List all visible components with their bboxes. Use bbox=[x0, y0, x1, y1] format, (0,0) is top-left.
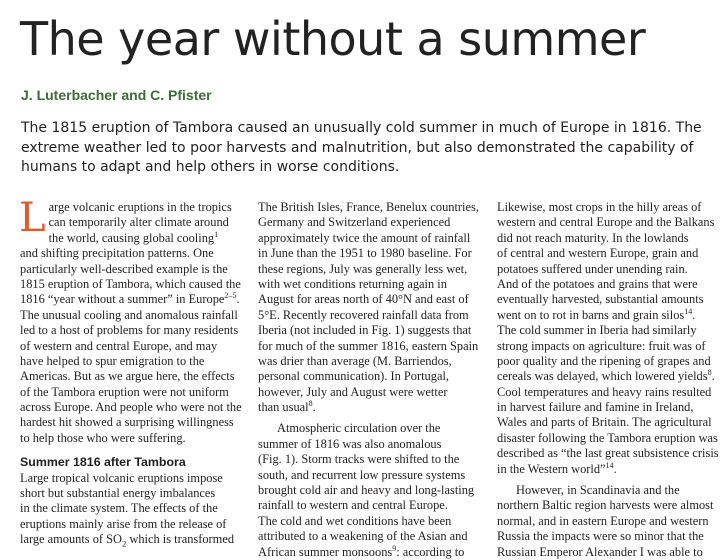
text-line: and shifting precipitation patterns. One bbox=[20, 246, 214, 261]
body-column-2 bbox=[258, 200, 484, 560]
text-line: however, July and August were wetter bbox=[258, 384, 448, 399]
body-column-3 bbox=[497, 200, 723, 560]
standfirst: The 1815 eruption of Tambora caused an unusually cold summer in much of Europe in 1816. The extreme weather led to poor harvests and malnutrition, but also demonstrated the capability of humans to adapt and help others in worse conditions. bbox=[21, 120, 702, 175]
text-line: led to a host of problems for many residents bbox=[20, 323, 239, 338]
citation-ref: 9 bbox=[392, 543, 397, 553]
text-line: 1816 “year without a summer” in Europe$^{2-5}$. bbox=[20, 291, 240, 307]
chemical-subscript: 2 bbox=[121, 538, 127, 549]
text-line: was drier than average (M. Barriendos, bbox=[258, 353, 452, 368]
text-line: Cool temperatures and heavy rains resulted bbox=[497, 384, 712, 399]
text-line: summer of 1816 was also anomalous bbox=[258, 436, 442, 451]
text-line: across Europe. And people who were not the bbox=[20, 400, 242, 415]
text-line: went on to rot in barns and grain silos$^{14}$. bbox=[497, 306, 696, 322]
text-line: attributed to a weakening of the Asian and bbox=[258, 529, 468, 544]
text-line: in the Western world”$^{14}$. bbox=[497, 460, 617, 476]
authors-byline: J. Luterbacher and C. Pfister bbox=[21, 87, 212, 103]
text-line: The unusual cooling and anomalous rainfall bbox=[20, 307, 238, 322]
text-line: potatoes suffered under unending rain. bbox=[497, 261, 688, 276]
citation-ref: 8 bbox=[707, 368, 712, 378]
text-line: the world, causing global cooling$^1$ bbox=[48, 229, 219, 245]
text-line: western and central Europe and the Balkans bbox=[497, 215, 715, 230]
text-line: described as “the last great subsistence crisis bbox=[497, 446, 719, 461]
text-line: (Fig. 1). Storm tracks were shifted to the bbox=[258, 452, 460, 467]
text-line: can temporarily alter climate around bbox=[48, 215, 229, 230]
citation-ref: 14 bbox=[684, 306, 693, 316]
text-line: Wales and parts of Britain. The agricultural bbox=[497, 415, 712, 430]
citation-ref: 8 bbox=[308, 398, 313, 408]
text-line: of western and central Europe, and may bbox=[20, 338, 218, 353]
text-line: Atmospheric circulation over the bbox=[277, 421, 441, 436]
text-line: northern Baltic region harvests were almost bbox=[497, 498, 714, 513]
text-line: in harvest failure and famine in Ireland, bbox=[497, 400, 694, 415]
text-line: personal communication). In Portugal, bbox=[258, 369, 449, 384]
text-line: Iberia (not included in Fig. 1) suggests that bbox=[258, 323, 472, 338]
text-line: Likewise, most crops in the hilly areas of bbox=[497, 200, 702, 214]
text-line: did not reach maturity. In the lowlands bbox=[497, 230, 689, 245]
text-line: these regions, July was generally less wet, bbox=[258, 261, 468, 276]
text-line: short but substantial energy imbalances bbox=[20, 486, 216, 501]
text-line: The cold summer in Iberia had similarly bbox=[497, 323, 697, 338]
text-line: approximately twice the amount of rainfall bbox=[258, 230, 471, 245]
citation-ref: 2–5 bbox=[224, 291, 237, 301]
text-line: The cold and wet conditions have been bbox=[258, 513, 452, 528]
drop-cap: L bbox=[19, 195, 46, 241]
text-line: African summer monsoons$^9$: according to bbox=[258, 543, 465, 559]
text-line: strong impacts on agriculture: fruit was of bbox=[497, 338, 706, 353]
text-line: hardest hit showed a surprising willingness bbox=[20, 415, 234, 430]
text-line: 1815 eruption of Tambora, which caused the bbox=[20, 276, 241, 291]
text-line: 5°E. Recently recovered rainfall data from bbox=[258, 307, 469, 322]
text-line: for much of the summer 1816, eastern Spain bbox=[258, 338, 479, 353]
text-line: in June than the 1951 to 1980 baseline. For bbox=[258, 246, 472, 261]
text-line: particularly well-described example is the bbox=[20, 261, 228, 276]
text-line: of central and western Europe, grain and bbox=[497, 246, 699, 261]
text-line: in the climate system. The effects of the bbox=[20, 501, 218, 516]
text-line: eventually harvested, substantial amounts bbox=[497, 292, 704, 307]
text-line: of the Tambora eruption were not uniform bbox=[20, 384, 229, 399]
text-line: to help those who were suffering. bbox=[20, 430, 186, 445]
text-line: poor quality and the ripening of grapes and bbox=[497, 353, 711, 368]
citation-ref: 1 bbox=[214, 229, 219, 239]
text-line: with wet conditions returning again in bbox=[258, 276, 447, 291]
text-line: brought cold air and heavy and long-lasting bbox=[258, 483, 475, 498]
text-line: south, and recurrent low pressure systems bbox=[258, 467, 466, 482]
text-line: Large tropical volcanic eruptions impose bbox=[20, 470, 223, 485]
text-line: Americas. But as we argue here, the effects bbox=[20, 369, 235, 384]
text-line: Germany and Switzerland experienced bbox=[258, 215, 451, 230]
section-heading: Summer 1816 after Tambora bbox=[20, 455, 186, 470]
text-line: cereals was delayed, which lowered yields$^8$. bbox=[497, 368, 715, 384]
text-line: rainfall to western and central Europe. bbox=[258, 498, 448, 513]
text-line: August for areas north of 40°N and east of bbox=[258, 292, 469, 307]
text-line: normal, and in eastern Europe and western bbox=[497, 513, 709, 528]
text-line: disaster following the Tambora eruption was bbox=[497, 430, 718, 445]
text-line: large amounts of $SO_2$ which is transformed bbox=[20, 532, 235, 549]
body-column-1 bbox=[19, 195, 246, 549]
text-line: arge volcanic eruptions in the tropics bbox=[48, 200, 232, 214]
article-title: The year without a summer bbox=[20, 12, 646, 66]
text-line: Russian Emperor Alexander I was able to bbox=[497, 544, 703, 559]
text-line: However, in Scandinavia and the bbox=[516, 483, 680, 498]
text-line: have helped to spur emigration to the bbox=[20, 353, 205, 368]
citation-ref: 14 bbox=[605, 460, 614, 470]
text-line: The British Isles, France, Benelux countries, bbox=[258, 200, 479, 214]
text-line: than usual$^8$. bbox=[258, 398, 316, 415]
text-line: eruptions mainly arise from the release of bbox=[20, 516, 227, 531]
text-line: Russia the impacts were so minor that the bbox=[497, 529, 704, 544]
text-line: And of the potatoes and grains that were bbox=[497, 276, 698, 291]
